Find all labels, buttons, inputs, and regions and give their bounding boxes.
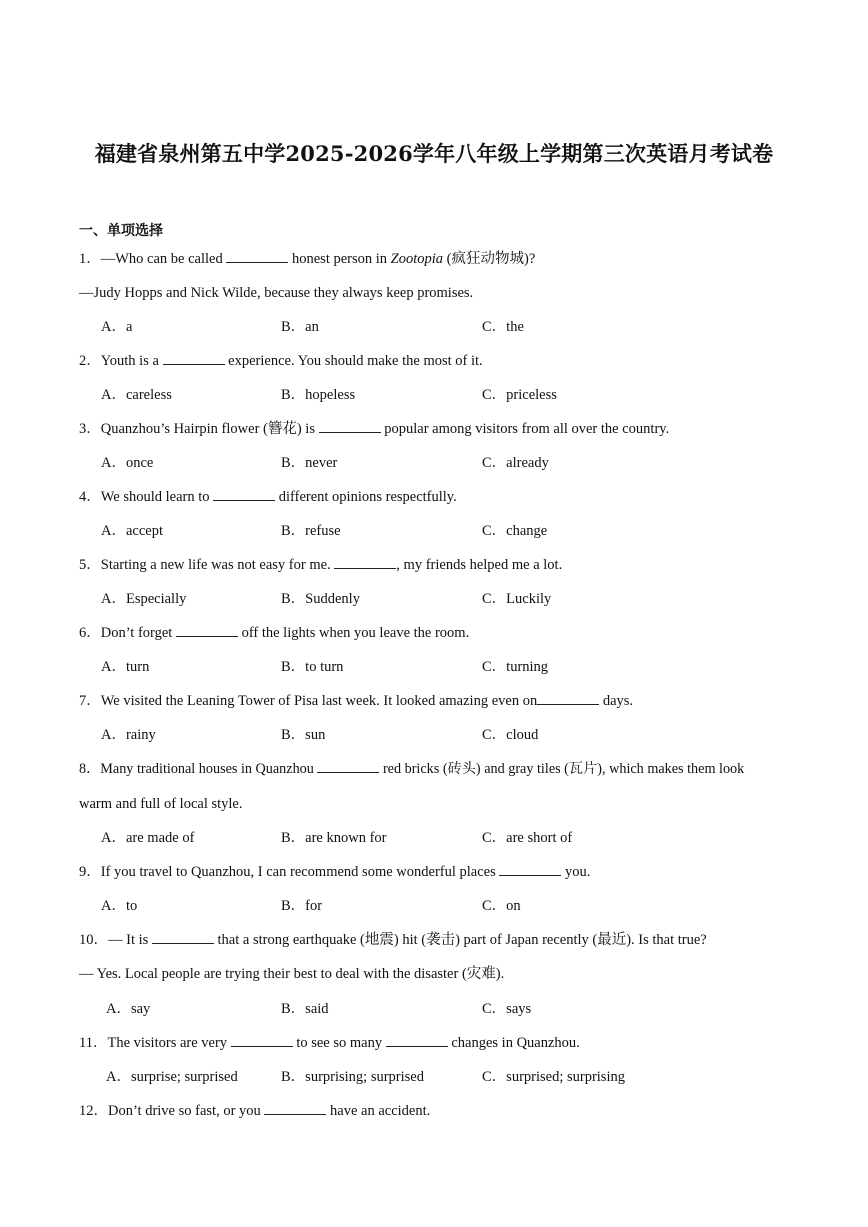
question-number: 5． xyxy=(79,557,101,573)
question-text: Starting a new life was not easy for me. xyxy=(100,557,335,573)
question-10-line-2: — Yes. Local people are trying their best to deal with the disaster (灾难). xyxy=(79,966,505,982)
option-c[interactable]: C．already xyxy=(482,455,549,471)
question-text: Don’t forget xyxy=(100,625,176,641)
answer-blank xyxy=(386,1034,448,1047)
question-number: 3． xyxy=(79,421,101,437)
option-c[interactable]: C．Luckily xyxy=(482,591,552,607)
question-text: off the lights when you leave the room. xyxy=(237,625,470,641)
option-b[interactable]: B．refuse xyxy=(281,523,341,539)
exam-title: 福建省泉州第五中学2025-2026学年八年级上学期第三次英语月考试卷 xyxy=(94,141,774,166)
option-c[interactable]: C．priceless xyxy=(482,387,557,403)
option-b[interactable]: B．sun xyxy=(281,727,326,743)
answer-blank xyxy=(213,488,275,501)
option-c[interactable]: C．turning xyxy=(482,659,549,675)
option-c[interactable]: C．the xyxy=(482,319,524,335)
answer-blank xyxy=(231,1034,293,1047)
option-a[interactable]: A．to xyxy=(101,898,138,914)
question-12 xyxy=(79,1101,430,1121)
option-b[interactable]: B．said xyxy=(281,1001,329,1017)
option-a[interactable]: A．accept xyxy=(101,523,163,539)
question-text: that a strong earthquake (地震) hit (袭击) part of Japan recently (最近). Is that true? xyxy=(213,932,707,948)
question-8 xyxy=(79,759,744,779)
section-title: 一、单项选择 xyxy=(79,223,163,239)
question-text: you. xyxy=(561,864,591,880)
option-a[interactable]: A．Especially xyxy=(101,591,187,607)
answer-blank xyxy=(226,250,288,263)
question-6 xyxy=(79,623,469,643)
question-1 xyxy=(79,249,535,269)
question-8-line-2: warm and full of local style. xyxy=(79,796,243,812)
option-b[interactable]: B．to turn xyxy=(281,659,344,675)
answer-blank xyxy=(499,863,561,876)
answer-blank xyxy=(537,692,599,705)
question-text: Quanzhou’s Hairpin flower (簪花) is xyxy=(100,421,319,437)
question-text: We visited the Leaning Tower of Pisa last week. It looked amazing even on xyxy=(100,693,538,709)
question-text: The visitors are very xyxy=(107,1035,231,1051)
question-number: 9． xyxy=(79,864,101,880)
option-b[interactable]: B．for xyxy=(281,898,323,914)
option-b[interactable]: B．hopeless xyxy=(281,387,356,403)
option-c[interactable]: C．surprised; surprising xyxy=(482,1069,625,1085)
answer-blank xyxy=(319,420,381,433)
question-text: to see so many xyxy=(292,1035,386,1051)
option-a[interactable]: A．rainy xyxy=(101,727,156,743)
question-text: — It is xyxy=(108,932,152,948)
question-3 xyxy=(79,419,669,439)
answer-blank xyxy=(176,624,238,637)
question-text: different opinions respectfully. xyxy=(275,489,457,505)
question-number: 4． xyxy=(79,489,101,505)
option-c[interactable]: C．change xyxy=(482,523,548,539)
question-text: days. xyxy=(599,693,634,709)
answer-blank xyxy=(163,352,225,365)
answer-blank xyxy=(152,931,214,944)
question-number: 10． xyxy=(79,932,108,948)
question-text: (疯狂动物城)? xyxy=(443,251,536,267)
question-text: , my friends helped me a lot. xyxy=(396,557,563,573)
answer-blank xyxy=(334,556,396,569)
option-b[interactable]: B．surprising; surprised xyxy=(281,1069,424,1085)
question-text: Don’t drive so fast, or you xyxy=(108,1103,265,1119)
question-text: red bricks (砖头) and gray tiles (瓦片), which makes them look xyxy=(379,761,745,777)
option-a[interactable]: A．say xyxy=(106,1001,151,1017)
question-10 xyxy=(79,930,707,950)
answer-blank xyxy=(264,1102,326,1115)
option-a[interactable]: A．turn xyxy=(101,659,150,675)
question-text: have an accident. xyxy=(326,1103,431,1119)
question-11 xyxy=(79,1033,580,1053)
question-number: 12． xyxy=(79,1103,108,1119)
question-text: We should learn to xyxy=(100,489,214,505)
option-b[interactable]: B．Suddenly xyxy=(281,591,360,607)
question-text: Zootopia xyxy=(390,251,444,267)
question-2 xyxy=(79,351,483,371)
question-1-line-2: —Judy Hopps and Nick Wilde, because they always keep promises. xyxy=(79,285,474,301)
option-a[interactable]: A．careless xyxy=(101,387,172,403)
option-a[interactable]: A．surprise; surprised xyxy=(106,1069,238,1085)
question-text: If you travel to Quanzhou, I can recommend some wonderful places xyxy=(100,864,500,880)
question-text: honest person in xyxy=(288,251,391,267)
question-9 xyxy=(79,862,590,882)
answer-blank xyxy=(317,760,379,773)
question-text: experience. You should make the most of it. xyxy=(224,353,483,369)
question-text: Many traditional houses in Quanzhou xyxy=(100,761,318,777)
question-number: 11． xyxy=(79,1035,108,1051)
question-5 xyxy=(79,555,562,575)
question-number: 2． xyxy=(79,353,101,369)
question-text: popular among visitors from all over the country. xyxy=(380,421,670,437)
option-a[interactable]: A．a xyxy=(101,319,133,335)
question-number: 6． xyxy=(79,625,101,641)
question-text: Youth is a xyxy=(100,353,163,369)
option-b[interactable]: B．are known for xyxy=(281,830,387,846)
option-a[interactable]: A．once xyxy=(101,455,154,471)
option-a[interactable]: A．are made of xyxy=(101,830,195,846)
question-number: 1． xyxy=(79,251,101,267)
question-text: changes in Quanzhou. xyxy=(447,1035,580,1051)
question-4 xyxy=(79,487,457,507)
option-c[interactable]: C．says xyxy=(482,1001,532,1017)
option-c[interactable]: C．are short of xyxy=(482,830,573,846)
question-number: 7． xyxy=(79,693,101,709)
question-7 xyxy=(79,691,633,711)
option-b[interactable]: B．an xyxy=(281,319,319,335)
option-b[interactable]: B．never xyxy=(281,455,338,471)
question-number: 8． xyxy=(79,761,101,777)
option-c[interactable]: C．cloud xyxy=(482,727,539,743)
question-text: —Who can be called xyxy=(100,251,227,267)
option-c[interactable]: C．on xyxy=(482,898,521,914)
